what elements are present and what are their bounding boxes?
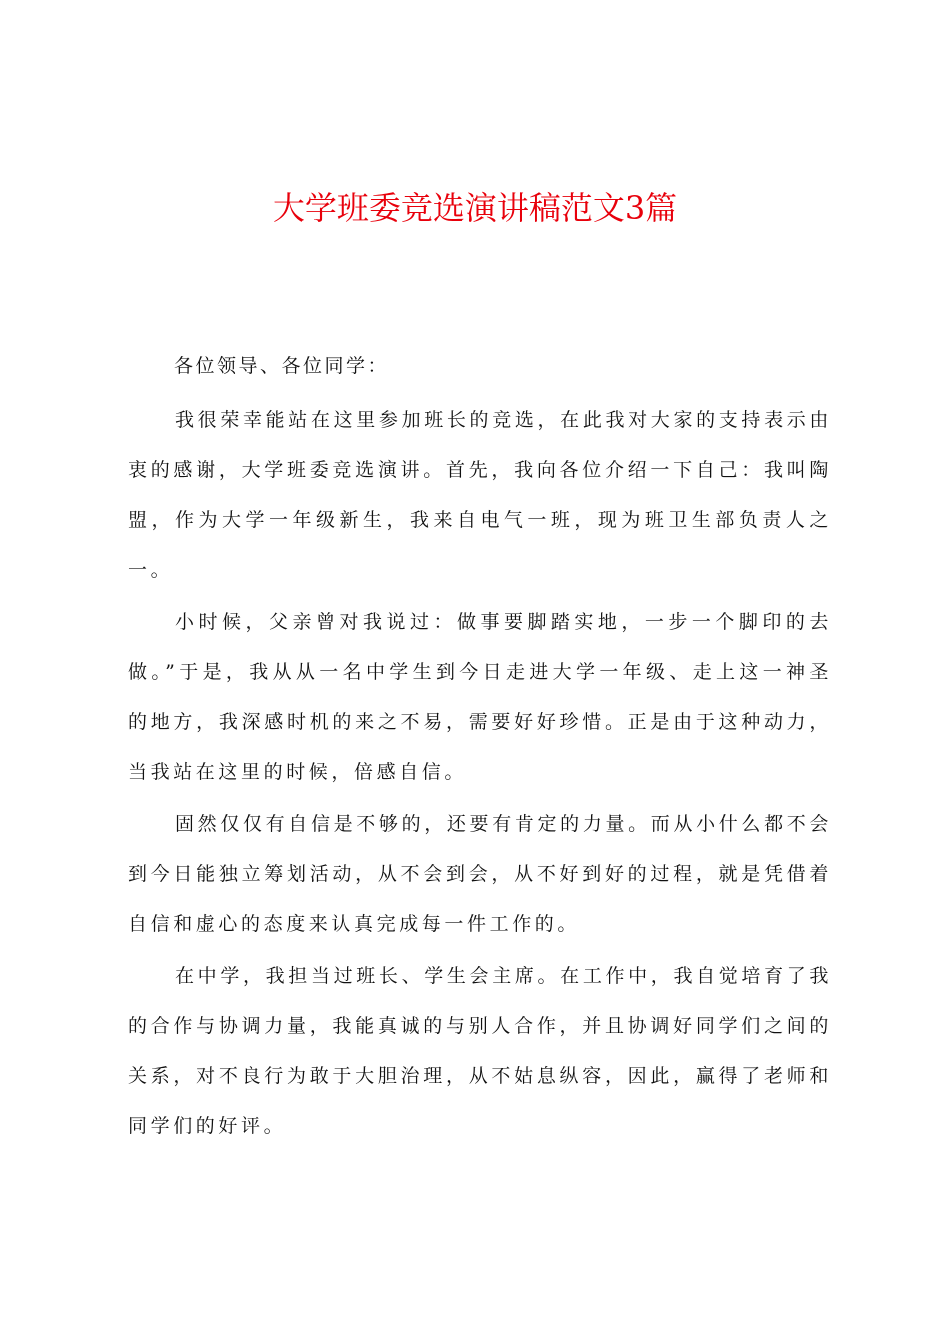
paragraph-1: 我很荣幸能站在这里参加班长的竞选，在此我对大家的支持表示由衷的感谢，大学班委竞选演讲。首先，我向各位介绍一下自己：我叫陶盟，作为大学一年级新生，我来自电气一班，现为班卫生部负责人之一。 — [128, 409, 832, 581]
greeting-line: 各位领导、各位同学： — [174, 355, 390, 377]
document-body — [128, 345, 832, 1153]
paragraph-2: 小时候，父亲曾对我说过：做事要脚踏实地，一步一个脚印的去做。”于是，我从从一名中学生到今日走进大学一年级、走上这一神圣的地方，我深感时机的来之不易，需要好好珍惜。正是由于这种动力，当我站在这里的时候，倍感自信。 — [128, 611, 832, 783]
document-title: 大学班委竞选演讲稿范文3篇 — [272, 189, 678, 227]
paragraph-4: 在中学，我担当过班长、学生会主席。在工作中，我自觉培育了我的合作与协调力量，我能真诚的与别人合作，并且协调好同学们之间的关系，对不良行为敢于大胆治理，从不姑息纵容，因此，赢得了老师和同学们的好评。 — [128, 965, 832, 1137]
paragraph-3: 固然仅仅有自信是不够的，还要有肯定的力量。而从小什么都不会到今日能独立筹划活动，从不会到会，从不好到好的过程，就是凭借着自信和虚心的态度来认真完成每一件工作的。 — [128, 813, 832, 935]
